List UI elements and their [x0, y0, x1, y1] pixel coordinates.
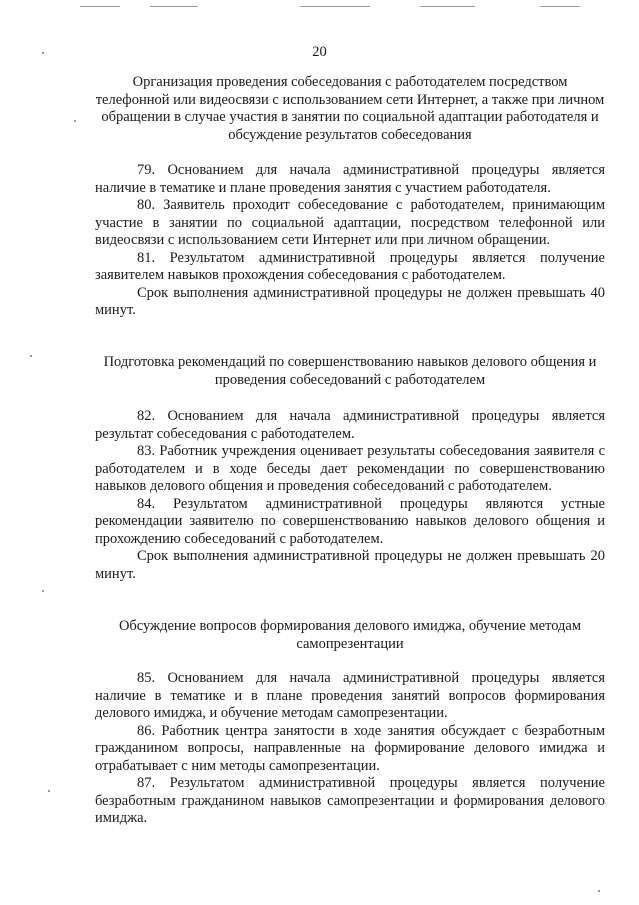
section-interview-body [95, 162, 605, 320]
scan-speck [598, 890, 600, 892]
scan-artifact-line [420, 6, 475, 7]
paragraph-80: 80. Заявитель проходит собеседование с работодателем, принимающим участие в занятии по социальной адаптации, посредством телефонной или видеосвязи с использованием сети Интернет или при личном обращении. [95, 197, 605, 248]
paragraph-81: 81. Результатом административной процедуры является получение заявителем навыков прохождения собеседования с работодателем. [95, 249, 605, 283]
paragraph-87: 87. Результатом административной процедуры является получение безработным гражданином навыков самопрезентации и формирования делового имиджа. [95, 775, 605, 826]
scan-speck [30, 355, 32, 357]
section-heading: Организация проведения собеседования с работодателем посредством телефонной или видеосвязи с использованием сети Интернет, а также при личном обращении в случае участия в занятии по социальной адаптации работодателя и обсуждение результатов собеседования [95, 74, 605, 143]
section-recommendations [95, 354, 605, 389]
paragraph-79: 79. Основанием для начала административной процедуры является наличие в тематике и плане проведения занятия с участием работодателя. [95, 162, 605, 196]
scan-speck [42, 590, 44, 592]
page-number: 20 [312, 44, 327, 60]
paragraph-82: 82. Основанием для начала административной процедуры является результат собеседования с работодателем. [95, 408, 605, 442]
paragraph-deadline-20: Срок выполнения административной процедуры не должен превышать 20 минут. [95, 548, 605, 582]
scan-artifact-line [300, 6, 370, 7]
scan-speck [74, 120, 76, 122]
section-heading: Обсуждение вопросов формирования делового имиджа, обучение методам самопрезентации [118, 618, 582, 652]
paragraph-85: 85. Основанием для начала административной процедуры является наличие в тематике и в плане проведения занятий вопросов формирования делового имиджа, и обучение методам самопрезентации. [95, 670, 605, 721]
paragraph-deadline-40: Срок выполнения административной процедуры не должен превышать 40 минут. [95, 284, 605, 318]
scan-artifact-line [80, 6, 120, 7]
section-business-image [95, 618, 605, 653]
section-business-image-body [95, 670, 605, 828]
scan-artifact-line [150, 6, 198, 7]
scan-speck [48, 790, 50, 792]
paragraph-84: 84. Результатом административной процедуры являются устные рекомендации заявителю по совершенствованию навыков делового общения и прохождению собеседований с работодателем. [95, 495, 605, 547]
section-interview-organization [95, 74, 605, 144]
paragraph-86: 86. Работник центра занятости в ходе занятия обсуждает с безработным гражданином вопросы, направленные на формирование делового имиджа и отрабатывает с ним методы самопрезентации. [95, 722, 605, 774]
paragraph-83: 83. Работник учреждения оценивает результаты собеседования заявителя с работодателем и в ходе беседы дает рекомендации по совершенствованию навыков делового общения и проведения собеседований с работодателем. [95, 443, 605, 494]
scan-artifact-line [540, 6, 580, 7]
section-heading: Подготовка рекомендаций по совершенствованию навыков делового общения и проведения собеседований с работодателем [103, 354, 597, 388]
section-recommendations-body [95, 408, 605, 583]
